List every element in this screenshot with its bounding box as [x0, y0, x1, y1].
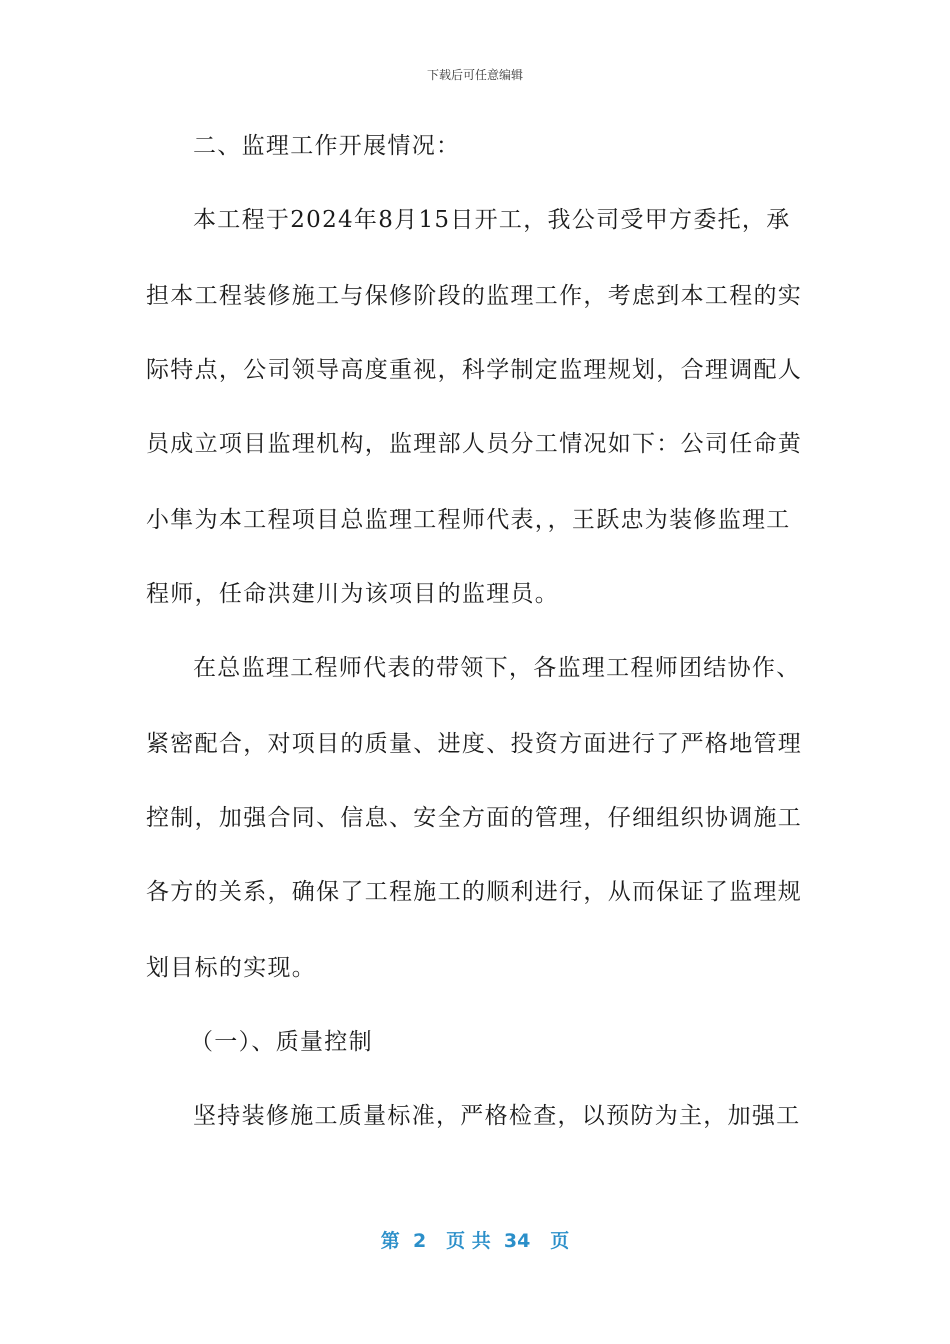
section-heading-2: 二、监理工作开展情况：	[193, 133, 461, 159]
page-number-footer: 第 2 页 共 34 页	[380, 1230, 570, 1252]
paragraph-line: 员成立项目监理机构，监理部人员分工情况如下：公司任命黄	[146, 431, 803, 457]
paragraph-line: 本工程于2024年8月15日开工，我公司受甲方委托，承	[193, 207, 791, 233]
header-note: 下载后可任意编辑	[426, 68, 523, 82]
paragraph-line: 紧密配合，对项目的质量、进度、投资方面进行了严格地管理	[146, 731, 803, 757]
subsection-heading-quality-control: （一）、质量控制	[190, 1029, 373, 1055]
paragraph-line: 划目标的实现。	[146, 955, 317, 981]
paragraph-line: 小隼为本工程项目总监理工程师代表，，王跃忠为装修监理工	[146, 507, 791, 533]
paragraph-line: 在总监理工程师代表的带领下，各监理工程师团结协作、	[193, 655, 801, 681]
paragraph-line: 程师，任命洪建川为该项目的监理员。	[146, 581, 560, 607]
paragraph-line: 际特点，公司领导高度重视，科学制定监理规划，合理调配人	[146, 357, 803, 383]
paragraph-line: 担本工程装修施工与保修阶段的监理工作，考虑到本工程的实	[146, 283, 803, 309]
paragraph-line: 坚持装修施工质量标准，严格检查，以预防为主，加强工	[193, 1103, 801, 1129]
paragraph-line: 控制，加强合同、信息、安全方面的管理，仔细组织协调施工	[146, 805, 803, 831]
paragraph-line: 各方的关系，确保了工程施工的顺利进行，从而保证了监理规	[146, 879, 803, 905]
